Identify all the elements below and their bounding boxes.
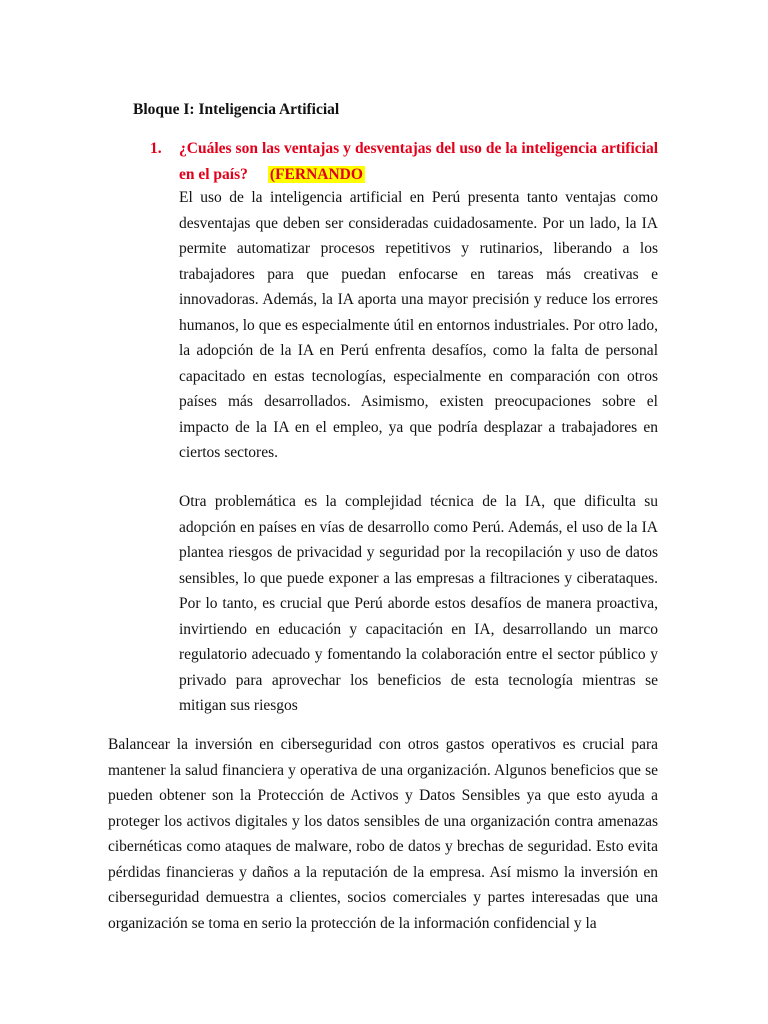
section-heading: Bloque I: Inteligencia Artificial: [133, 101, 340, 118]
paragraph-ia-problematica: Otra problemática es la complejidad técnica de la IA, que dificulta su adopción en países en vías de desarrollo como Perú. Además, el uso de la IA plantea riesgos de privacidad y seguridad por la recopilación y uso de datos sensibles, lo que puede exponer a las empresas a filtraciones y ciberataques. Por lo tanto, es crucial que Perú aborde estos desafíos de manera proactiva, invirtiendo en educación y capacitación en IA, desarrollando un marco regulatorio adecuado y fomentando la colaboración entre el sector público y privado para aprovechar los beneficios de esta tecnología mientras se mitigan sus riesgos: [179, 493, 658, 714]
question-text-container: [179, 136, 658, 187]
paragraph-ia-ventajas: El uso de la inteligencia artificial en Perú presenta tanto ventajas como desventajas que deben ser consideradas cuidadosamente. Por un lado, la IA permite automatizar procesos repetitivos y rutinarios, liberando a los trabajadores para que puedan enfocarse en tareas más creativas e innovadoras. Además, la IA aporta una mayor precisión y reduce los errores humanos, lo que es especialmente útil en entornos industriales. Por otro lado, la adopción de la IA en Perú enfrenta desafíos, como la falta de personal capacitado en estas tecnologías, especialmente en comparación con otros países más desarrollados. Asimismo, existen preocupaciones sobre el impacto de la IA en el empleo, ya que podría desplazar a trabajadores en ciertos sectores.: [179, 189, 658, 461]
paragraph-ciberseguridad: Balancear la inversión en ciberseguridad con otros gastos operativos es crucial para mantener la salud financiera y operativa de una organización. Algunos beneficios que se pueden obtener son la Protección de Activos y Datos Sensibles ya que esto ayuda a proteger los activos digitales y los datos sensibles de una organización contra amenazas cibernéticas como ataques de malware, robo de datos y brechas de seguridad. Esto evita pérdidas financieras y daños a la reputación de la empresa. Así mismo la inversión en ciberseguridad demuestra a clientes, socios comerciales y partes interesadas que una organización se toma en serio la protección de la información confidencial y la: [108, 736, 658, 932]
question-number: 1.: [150, 140, 162, 157]
question-item: [150, 136, 658, 187]
question-text: ¿Cuáles son las ventajas y desventajas del uso de la inteligencia artificial en el país?: [179, 140, 658, 183]
assignee-highlight: (FERNANDO: [269, 165, 363, 183]
